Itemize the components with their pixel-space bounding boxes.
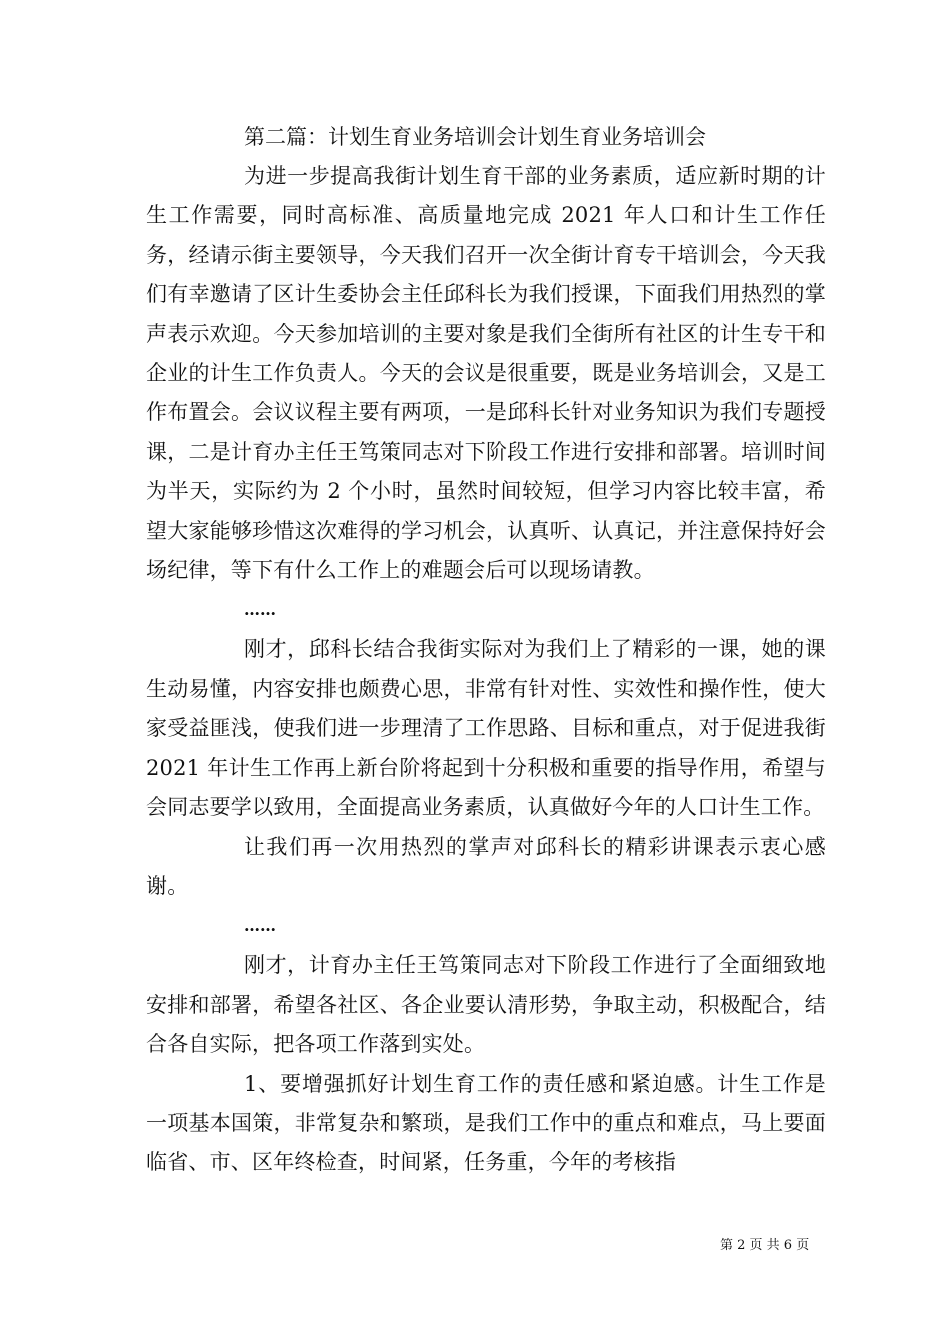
paragraph-summary-lecture: 刚才，邱科长结合我街实际对为我们上了精彩的一课，她的课生动易懂，内容安排也颇费心思，非常有针对性、实效性和操作性，使大家受益匪浅，使我们进一步理清了工作思路、目标和重点，对于促进我街 2021 年计生工作再上新台阶将起到十分积极和重要的指导作用，希望与会同志要学以致用，全面提高业务素质，认真做好今年的人口计生工作。 (146, 637, 826, 820)
paragraph-summary-deployment: 刚才，计育办主任王笃策同志对下阶段工作进行了全面细致地安排和部署，希望各社区、各企业要认清形势，争取主动，积极配合，结合各自实际，把各项工作落到实处。 (146, 953, 826, 1057)
paragraph-thanks: 让我们再一次用热烈的掌声对邱科长的精彩讲课表示衷心感谢。 (146, 834, 826, 898)
paragraph-point-1: 1、要增强抓好计划生育工作的责任感和紧迫感。计生工作是一项基本国策，非常复杂和繁琐，是我们工作中的重点和难点，马上要面临省、市、区年终检查，时间紧，任务重，今年的考核指 (146, 1071, 826, 1175)
document-body (146, 118, 826, 1183)
ellipsis-1: …… (244, 600, 276, 620)
paragraph-intro: 为进一步提高我街计划生育干部的业务素质，适应新时期的计生工作需要，同时高标准、高质量地完成 2021 年人口和计生工作任务，经请示街主要领导，今天我们召开一次全街计育专干培训会，今天我们有幸邀请了区计生委协会主任邱科长为我们授课，下面我们用热烈的掌声表示欢迎。今天参加培训的主要对象是我们全街所有社区的计生专干和企业的计生工作负责人。今天的会议是很重要，既是业务培训会，又是工作布置会。会议议程主要有两项，一是邱科长针对业务知识为我们专题授课，二是计育办主任王笃策同志对下阶段工作进行安排和部署。培训时间为半天，实际约为 2 个小时，虽然时间较短，但学习内容比较丰富，希望大家能够珍惜这次难得的学习机会，认真听、认真记，并注意保持好会场纪律，等下有什么工作上的难题会后可以现场请教。 (146, 164, 826, 583)
document-title: 第二篇：计划生育业务培训会计划生育业务培训会 (244, 125, 706, 149)
ellipsis-2: …… (244, 916, 276, 936)
page-number: 第 2 页 共 6 页 (720, 1238, 810, 1253)
